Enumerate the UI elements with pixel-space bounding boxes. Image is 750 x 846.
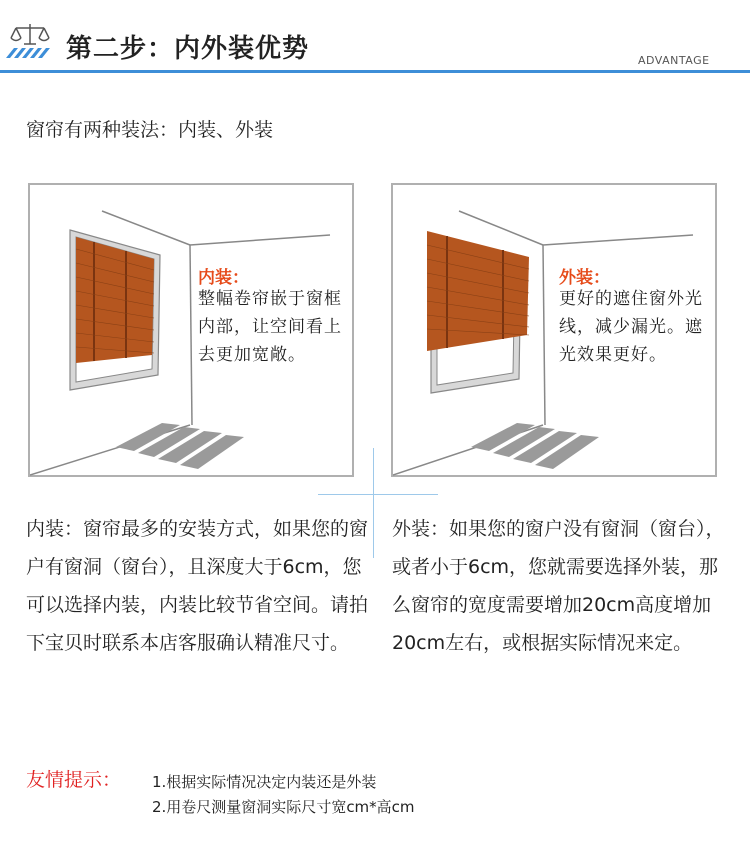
scale-icon: [6, 18, 54, 60]
inside-mount-title: 内装：: [198, 268, 249, 288]
inside-mount-description: 整幅卷帘嵌于窗框内部，让空间看上去更加宽敞。: [198, 289, 342, 365]
outside-mount-panel: [391, 183, 717, 477]
tip-item: 1.根据实际情况决定内装还是外装: [152, 773, 377, 791]
outside-mount-paragraph: 外装：如果您的窗户没有窗洞（窗台），或者小于6cm，您就需要选择外装，那么窗帘的宽度需要增加20cm高度增加20cm左右，或根据实际情况来定。: [392, 518, 725, 654]
vertical-divider: [373, 448, 374, 558]
page-subtitle: ADVANTAGE: [638, 54, 710, 67]
tip-item: 2.用卷尺测量窗洞实际尺寸宽cm*高cm: [152, 798, 415, 816]
tips-label: 友情提示：: [26, 769, 122, 791]
intro-text: 窗帘有两种装法：内装、外装: [26, 119, 274, 141]
horizontal-divider: [318, 494, 438, 495]
header-divider: [0, 70, 750, 73]
page-title: 第二步：内外装优势: [66, 34, 310, 64]
outside-mount-description: 更好的遮住窗外光线，减少漏光。遮光效果更好。: [559, 289, 703, 365]
inside-mount-paragraph: 内装：窗帘最多的安装方式，如果您的窗户有窗洞（窗台），且深度大于6cm，您可以选择内装，内装比较节省空间。请拍下宝贝时联系本店客服确认精准尺寸。: [26, 518, 369, 654]
inside-mount-panel: [28, 183, 354, 477]
outside-mount-title: 外装：: [559, 268, 610, 288]
